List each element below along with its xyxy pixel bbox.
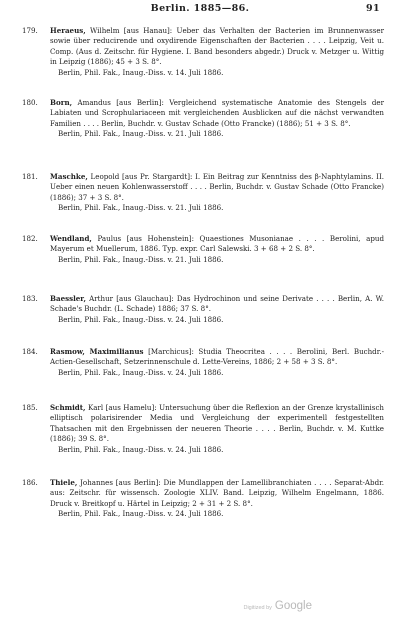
- entry-dissertation: Berlin, Phil. Fak., Inaug.-Diss. v. 21. Juli 1886.: [58, 203, 224, 213]
- entry-citation: Paulus [aus Hohenstein]: Quaestiones Musonianae . . . . Berolini, apud Mayerum et Muellerum, 1886. Typ. expr. Carl Salewski. 3 + 68 + 2 S. 8°.: [50, 234, 384, 254]
- entry-181: [22, 172, 384, 214]
- entry-dissertation: Berlin, Phil. Fak., Inaug.-Diss. v. 24. Juli 1886.: [58, 509, 224, 519]
- entry-186: [22, 478, 384, 520]
- entry-citation: Leopold [aus Pr. Stargardt]: I. Ein Beitrag zur Kenntniss des β-Naphtylamins. II. Ueber einen neuen Kohlenwasserstoff . . . . Berlin, Buchdr. v. Gustav Schade (Otto Francke) (1886); 37 + 3 S. 8°.: [50, 172, 384, 202]
- entry-text: [50, 26, 384, 68]
- entry-number: 185.: [22, 403, 38, 412]
- entry-text: [50, 172, 384, 203]
- entry-author: Baessler,: [50, 294, 86, 303]
- entry-dissertation: Berlin, Phil. Fak., Inaug.-Diss. v. 24. Juli 1886.: [58, 367, 224, 377]
- entry-citation: Johannes [aus Berlin]: Die Mundlappen der Lamellibranchiaten . . . . Separat-Abdr. aus: Zeitschr. für wissensch. Zoologie XLIV. Band. Leipzig, Wilhelm Engelmann, 1886. Druck v. Breitkopf u. Härtel in Leipzig; 2 + 31 + 2 S. 8°.: [50, 478, 384, 508]
- entry-number: 183.: [22, 294, 38, 303]
- entry-number: 182.: [22, 234, 38, 243]
- entry-number: 184.: [22, 347, 38, 356]
- entry-182: [22, 234, 384, 265]
- entry-183: [22, 294, 384, 325]
- entry-dissertation: Berlin, Phil. Fak., Inaug.-Diss. v. 24. Juli 1886.: [58, 314, 224, 324]
- entry-dissertation: Berlin, Phil. Fak., Inaug.-Diss. v. 21. Juli 1886.: [58, 129, 224, 139]
- entry-text: [50, 347, 384, 368]
- watermark-by: Digitized by: [243, 605, 272, 611]
- entry-author: Born,: [50, 98, 73, 107]
- page-number: 91: [365, 3, 380, 14]
- entry-number: 180.: [22, 98, 38, 107]
- entry-number: 186.: [22, 478, 38, 487]
- entry-citation: Arthur [aus Glauchau]: Das Hydrochinon und seine Derivate . . . . Berlin, A. W. Schade's Buchdr. (L. Schade) 1886; 37 S. 8°.: [50, 294, 384, 314]
- page-header: [0, 3, 400, 17]
- entry-author: Maschke,: [50, 172, 88, 181]
- entry-179: [22, 26, 384, 78]
- entry-citation: Karl [aus Hamelu]: Untersuchung über die Reflexion an der Grenze krystallinisch elliptisch polarisirender Media und Vergleichung der experimentell festgestellten Thatsachen mit den Ergebnissen der neueren Theorie . . . . Berlin, Buchdr. v. M. Kuttke (1886); 39 S. 8°.: [50, 403, 384, 444]
- entry-author: Thiele,: [50, 478, 78, 487]
- entry-text: [50, 98, 384, 129]
- entry-text: [50, 294, 384, 315]
- entry-dissertation: Berlin, Phil. Fak., Inaug.-Diss. v. 14. Juli 1886.: [58, 67, 224, 77]
- entry-dissertation: Berlin, Phil. Fak., Inaug.-Diss. v. 21. Juli 1886.: [58, 254, 224, 264]
- entry-number: 179.: [22, 26, 38, 35]
- entry-180: [22, 98, 384, 140]
- entry-author: Rasmow, Maximilianus: [50, 347, 144, 356]
- entry-number: 181.: [22, 172, 38, 181]
- entry-185: [22, 403, 384, 455]
- google-logo: Google: [274, 600, 312, 612]
- entry-citation: Wilhelm [aus Hanau]: Ueber das Verhalten der Bacterien im Brunnenwasser sowie über reducirende und oxydirende Eigenschaften der Bacterien . . . . Leipzig, Veit u. Comp. (Aus d. Zeitschr. für Hygiene. I. Band besonders abgedr.) Druck v. Metzger u. Wittig in Leipzig (1886); 45 + 3 S. 8°.: [50, 26, 384, 67]
- entry-author: Schmidt,: [50, 403, 86, 412]
- entry-citation: [Marchicus]: Studia Theocritea . . . . Berolini, Berl. Buchdr.-Actien-Gesellschaft, Setzerinnenschule d. Lette-Vereins, 1886; 2 + 58 + 3 S. 8°.: [50, 347, 384, 367]
- entry-author: Heraeus,: [50, 26, 86, 35]
- entry-citation: Amandus [aus Berlin]: Vergleichend systematische Anatomie des Stengels der Labiaten und Scrophulariaceen mit vergleichenden Ausblicken auf die nächst verwandten Familien . . . . Berlin, Buchdr. v. Gustav Schade (Otto Francke) (1886); 51 + 3 S. 8°.: [50, 98, 384, 128]
- entry-184: [22, 347, 384, 378]
- entry-text: [50, 234, 384, 255]
- entry-text: [50, 478, 384, 509]
- entry-dissertation: Berlin, Phil. Fak., Inaug.-Diss. v. 24. Juli 1886.: [58, 444, 224, 454]
- entry-author: Wendland,: [50, 234, 92, 243]
- google-watermark: [243, 596, 312, 614]
- entry-text: [50, 403, 384, 445]
- running-title: Berlin. 1885—86.: [150, 3, 250, 14]
